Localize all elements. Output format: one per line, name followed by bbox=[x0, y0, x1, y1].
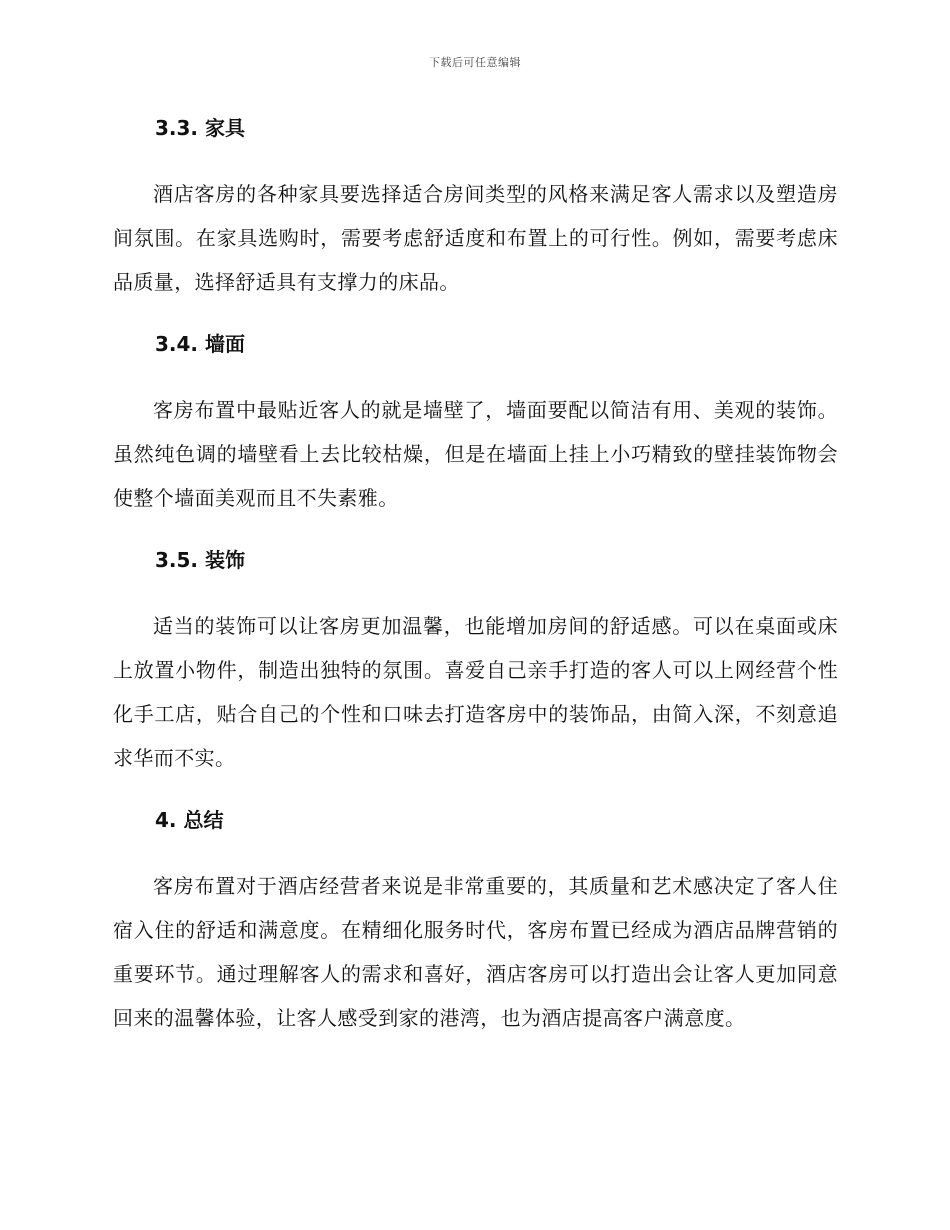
section-paragraph: 适当的装饰可以让客房更加温馨，也能增加房间的舒适感。可以在桌面或床上放置小物件，制造出独特的氛围。喜爱自己亲手打造的客人可以上网经营个性化手工店，贴合自己的个性和口味去打造客房中的装饰品，由简入深，不刻意追求华而不实。 bbox=[113, 614, 838, 770]
section-wall bbox=[113, 324, 838, 520]
section-paragraph: 客房布置对于酒店经营者来说是非常重要的，其质量和艺术感决定了客人住宿入住的舒适和满意度。在精细化服务时代，客房布置已经成为酒店品牌营销的重要环节。通过理解客人的需求和喜好，酒店客房可以打造出会让客人更加同意回来的温馨体验，让客人感受到家的港湾，也为酒店提高客户满意度。 bbox=[113, 874, 838, 1030]
section-decoration bbox=[113, 540, 838, 780]
page-header: 下载后可任意编辑 bbox=[429, 56, 521, 69]
document-body bbox=[113, 108, 838, 1060]
section-paragraph: 客房布置中最贴近客人的就是墙壁了，墙面要配以简洁有用、美观的装饰。虽然纯色调的墙壁看上去比较枯燥，但是在墙面上挂上小巧精致的壁挂装饰物会使整个墙面美观而且不失素雅。 bbox=[113, 398, 838, 510]
section-heading: 3.3. 家具 bbox=[155, 116, 245, 140]
section-heading: 3.5. 装饰 bbox=[155, 548, 245, 572]
section-heading: 3.4. 墙面 bbox=[155, 332, 245, 356]
section-furniture bbox=[113, 108, 838, 304]
section-paragraph: 酒店客房的各种家具要选择适合房间类型的风格来满足客人需求以及塑造房间氛围。在家具选购时，需要考虑舒适度和布置上的可行性。例如，需要考虑床品质量，选择舒适具有支撑力的床品。 bbox=[113, 182, 838, 294]
section-summary bbox=[113, 800, 838, 1040]
section-heading: 4. 总结 bbox=[155, 808, 224, 832]
